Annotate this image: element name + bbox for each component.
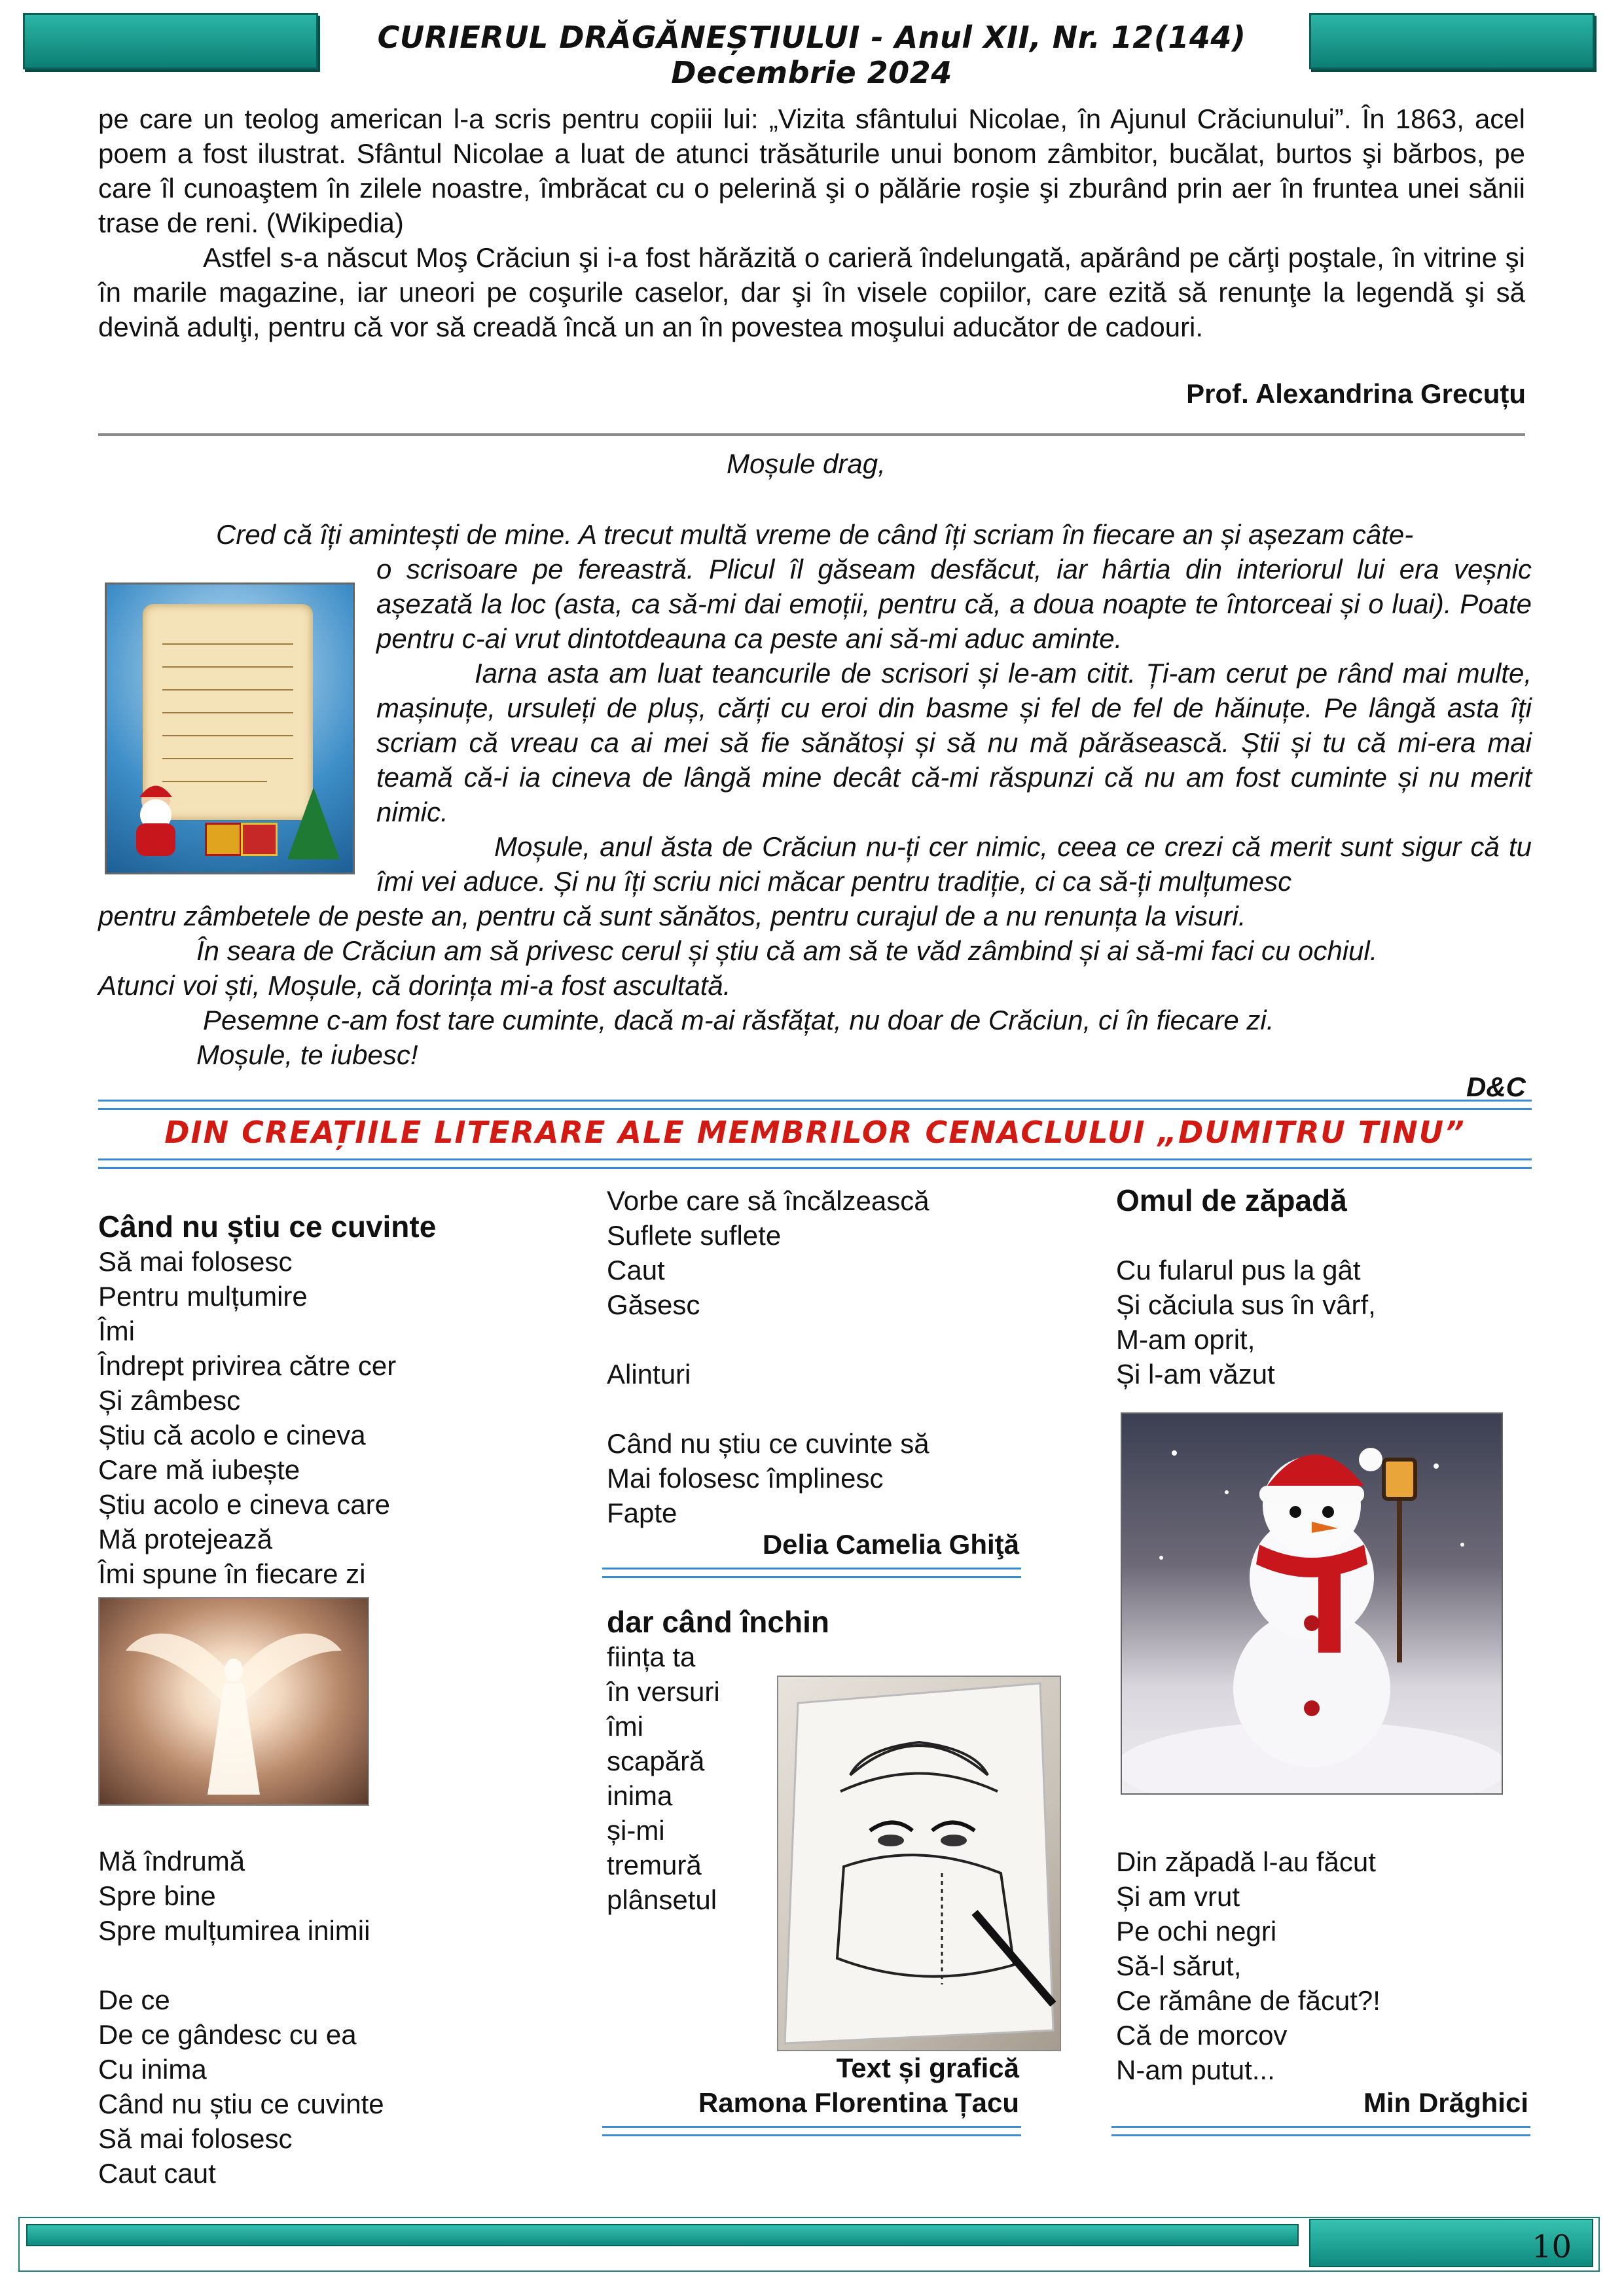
poem-line: Știu acolo e cineva care (98, 1489, 390, 1520)
poem2-title: dar când închin (607, 1605, 829, 1639)
footer-bar (26, 2224, 1299, 2246)
article-body (98, 101, 1525, 344)
letter-signature: D&C (1466, 1071, 1526, 1102)
poem1-column-2 (607, 1183, 929, 1530)
poem-line: Că de morcov (1116, 2020, 1288, 2051)
letter-para-7: Pesemne c-am fost tare cuminte, dacă m-ai răsfățat, nu doar de Crăciun, ci în fiecare zi. (203, 1005, 1274, 1035)
poem-spacer (1116, 1218, 1376, 1253)
snowman-illustration (1122, 1414, 1502, 1793)
poem-line: Mă protejează (98, 1524, 273, 1554)
header-left-bar (23, 13, 318, 69)
poem-line: Când nu știu ce cuvinte (98, 2089, 384, 2119)
poem3-title: Omul de zăpadă (1116, 1183, 1347, 1217)
poem-line: Fapte (607, 1498, 677, 1528)
poem-line: Cu fularul pus la gât (1116, 1255, 1361, 1285)
poem1-end-rule (602, 1568, 1021, 1578)
poem-line: Care mă iubește (98, 1454, 300, 1485)
poem2-end-rule (602, 2126, 1021, 2136)
letter-para-5: În seara de Crăciun am să privesc cerul și știu că am să te văd zâmbind și ai să-mi faci cu ochiul. (196, 935, 1378, 966)
header-right-bar (1309, 13, 1595, 69)
poem-line: plânsetul (607, 1884, 717, 1915)
letter-para-4: pentru zâmbetele de peste an, pentru că sunt sănătos, pentru curajul de a nu renunța la visuri. (98, 901, 1246, 931)
poem-line: Suflete suflete (607, 1220, 782, 1251)
poem-line: ființa ta (607, 1641, 696, 1672)
poem-line: scapără (607, 1746, 705, 1776)
poem-line: inima (607, 1780, 673, 1811)
letter-para-2: Iarna asta am luat teancurile de scrisori și le-am citit. Ți-am cerut pe rând mai multe, mașinuțe, ursuleți de pluș, cărți cu eroi din basme și fel de fel de hăinuțe. Pe lângă asta îți scriam că vreau ca ai mei să fie sănătoși și să nu mă părăsească. Știi și tu că mi-era mai teamă că-i ia cineva de lângă mine decât că-mi răspunzi că nu am fost cuminte și nu merit nimic. (376, 658, 1532, 827)
poem-line: Să mai folosesc (98, 2123, 293, 2154)
poem-line: Ce rămâne de făcut?! (1116, 1985, 1380, 2016)
angel-figure (99, 1598, 368, 1804)
letter-salutation: Moșule drag, (727, 448, 886, 479)
article-paragraph-1: pe care un teolog american l-a scris pentru copiii lui: „Vizita sfântului Nicolae, în Ajunul Crăciunului”. În 1863, acel poem a fost ilustrat. Sfântul Nicolae a luat de atunci trăsăturile unui bonom zâmbitor, bucălat, burtos şi bărbos, pe care îl cunoaştem în zilele noastre, îmbrăcat cu o pelerină şi o pălărie roşie şi zburând prin aer în fruntea unei sănii trase de reni. (Wikipedia) (98, 103, 1525, 238)
section-banner: DIN CREAȚIILE LITERARE ALE MEMBRILOR CENACLULUI „DUMITRU TINU” (164, 1115, 1466, 1150)
poem2-credit-line2: Ramona Florentina Țacu (698, 2087, 1019, 2118)
letter-para-6: Atunci voi ști, Moșule, că dorința mi-a fost ascultată. (98, 970, 731, 1001)
poem-blank-line (607, 1322, 929, 1357)
poem-line: N-am putut... (1116, 2054, 1275, 2085)
poem-line: și-mi (607, 1815, 665, 1846)
poem-line: îmi (607, 1711, 643, 1742)
poem-line: Și zâmbesc (98, 1385, 241, 1416)
letter-para-1: o scrisoare pe fereastră. Plicul îl găseam desfăcut, iar hârtia din interiorul lui era veșnic așezată la loc (asta, ca să-mi dai emoții, pentru că, a doua noapte te întorceai și o luai). Poate pentru c-ai vrut dintotdeauna ca peste ani să-mi aduc aminte. (376, 554, 1532, 654)
letter-block-1 (376, 552, 1532, 656)
angel-image (98, 1597, 369, 1806)
poem1-title: Când nu știu ce cuvinte (98, 1210, 437, 1244)
girl-sketch-drawing (778, 1677, 1060, 2050)
santa-letter-image (105, 583, 355, 874)
poem-line: Cu inima (98, 2054, 207, 2085)
gift-icon-2 (241, 823, 278, 856)
poem-blank-line (98, 1948, 384, 1982)
poem-line: Găsesc (607, 1289, 700, 1320)
poem-line: Să mai folosesc (98, 1246, 293, 1277)
poem-line: Pentru mulțumire (98, 1281, 308, 1312)
poem-line: Alinturi (607, 1359, 691, 1390)
letter-block-3 (376, 829, 1532, 899)
poem1-column-1-continued (98, 1844, 384, 2191)
banner-top-rule (98, 1100, 1532, 1110)
poem-line: Mă îndrumă (98, 1846, 245, 1876)
christmas-tree-icon (287, 787, 340, 859)
poem-line: Îmi (98, 1316, 135, 1346)
poem-line: Îndrept privirea către cer (98, 1350, 397, 1381)
page-number: 10 (1532, 2229, 1572, 2265)
section-divider (98, 433, 1525, 436)
article-author: Prof. Alexandrina Grecuțu (1186, 378, 1526, 409)
poem-line: Îmi spune în fiecare zi (98, 1558, 366, 1589)
poem-line: Din zăpadă l-au făcut (1116, 1846, 1376, 1877)
letter-block-2 (376, 656, 1532, 829)
poem-line: în versuri (607, 1676, 720, 1707)
poem-line: Când nu știu ce cuvinte să (607, 1428, 929, 1459)
poem3-end-rule (1111, 2126, 1530, 2136)
poem-line: Vorbe care să încălzească (607, 1185, 929, 1216)
letter-block-4 (98, 899, 1532, 1072)
poem-line: Spre bine (98, 1880, 216, 1911)
poem-line: Mai folosesc împlinesc (607, 1463, 884, 1494)
gift-icon (205, 823, 242, 856)
banner-bottom-rule (98, 1158, 1532, 1169)
poem-line: tremură (607, 1850, 702, 1880)
poem-line: M-am oprit, (1116, 1324, 1255, 1355)
letter-para-8: Moșule, te iubesc! (196, 1039, 418, 1070)
poem-line: Și am vrut (1116, 1881, 1240, 1912)
poem-line: Caut caut (98, 2158, 216, 2189)
poem3-continued (1116, 1844, 1380, 2087)
snowman-image (1121, 1412, 1503, 1795)
santa-icon (120, 774, 192, 859)
poem-line: Și căciula sus în vârf, (1116, 1289, 1376, 1320)
poem-blank-line (607, 1391, 929, 1426)
article-paragraph-2: Astfel s-a născut Moş Crăciun şi i-a fost hărăzită o carieră îndelungată, apărând pe cărţi poştale, în vitrine şi în marile magazine, iar uneori pe coşurile caselor, dar şi în visele copiilor, care ezită să renunţe la legendă şi să devină adulţi, pentru că vor să creadă încă un an în povestea moşului aducător de cadouri. (98, 242, 1525, 342)
poem-line: De ce gândesc cu ea (98, 2019, 357, 2050)
poem3 (1116, 1183, 1376, 1391)
poem-line: De ce (98, 1984, 170, 2015)
newspaper-title: CURIERUL DRĂGĂNEȘTIULUI - Anul XII, Nr. 12(144) Decembrie 2024 (377, 20, 1246, 90)
poem-line: Știu că acolo e cineva (98, 1420, 366, 1450)
poem3-author: Min Drăghici (1363, 2087, 1528, 2118)
letter-para-3: Moșule, anul ăsta de Crăciun nu-ți cer nimic, ceea ce crezi că merit sunt sigur că tu îmi vei aduce. Și nu îți scriu nici măcar pentru tradiție, ci ca să-ți mulțumesc (376, 831, 1532, 897)
letter-line-1: Cred că îți amintești de mine. A trecut multă vreme de când îți scriam în fiecare an și așezam câte- (216, 519, 1414, 550)
poem-line: Spre mulțumirea inimii (98, 1915, 370, 1946)
poem-line: Și l-am văzut (1116, 1359, 1275, 1390)
poem1-column-1 (98, 1210, 436, 1591)
poem-line: Pe ochi negri (1116, 1916, 1277, 1946)
sketch-image (777, 1676, 1061, 2051)
poem2-credit-line1: Text și grafică (836, 2053, 1019, 2083)
poem-line: Să-l sărut, (1116, 1950, 1242, 1981)
poem1-author: Delia Camelia Ghiţă (762, 1529, 1019, 1560)
poem-line: Caut (607, 1255, 665, 1285)
